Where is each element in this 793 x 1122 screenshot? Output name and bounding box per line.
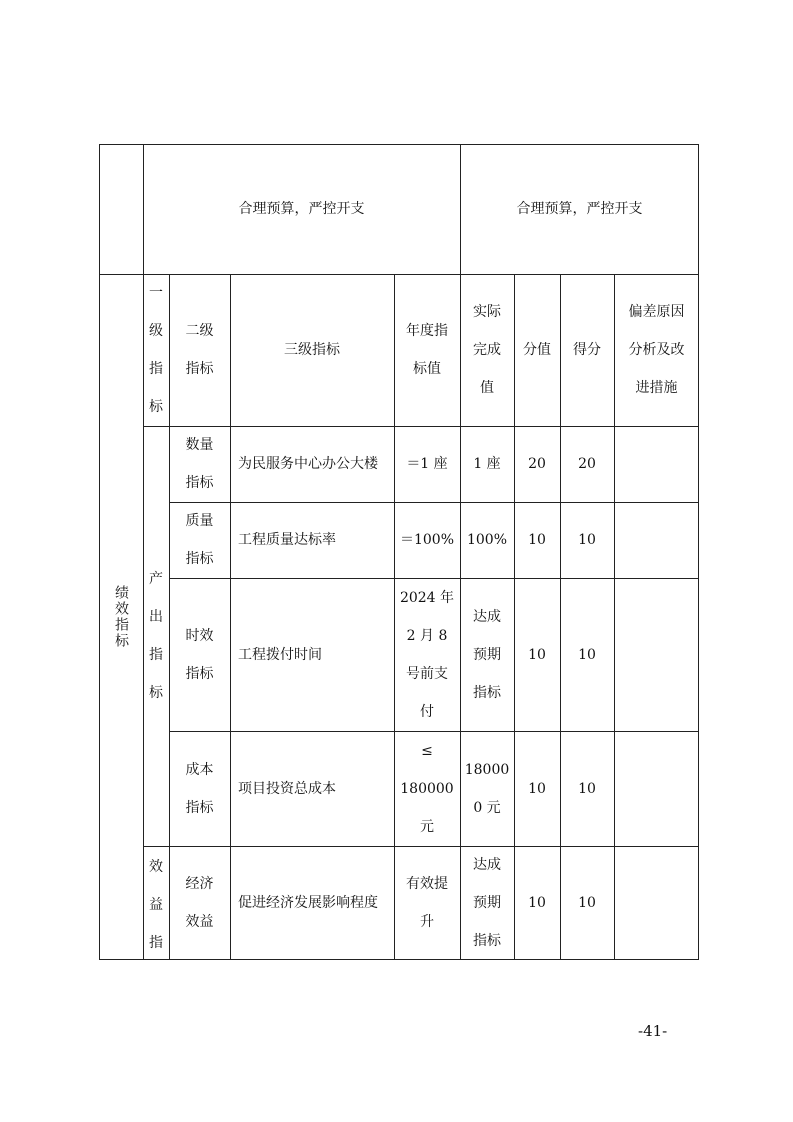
row-level2	[169, 502, 230, 578]
header-deviation	[614, 274, 699, 426]
row-level3	[230, 846, 394, 960]
page-number: -41-	[638, 1022, 668, 1040]
row-level2	[169, 731, 230, 846]
row-level2	[169, 846, 230, 960]
header-level2-text: 二级 指标	[185, 323, 214, 377]
header-score-got	[560, 274, 614, 426]
row-annual	[394, 578, 460, 731]
row-annual-text: 有效提 升	[406, 876, 448, 930]
row-annual-text: 2024 年 2 月 8 号前支 付	[399, 589, 455, 720]
row-annual	[394, 846, 460, 960]
row-score-got-text: 10	[578, 532, 596, 548]
row-score-got-text: 10	[578, 646, 596, 663]
row-actual	[460, 731, 514, 846]
row-level3-text: 工程拨付时间	[238, 646, 322, 663]
row-actual	[460, 502, 514, 578]
header-level1-text: 一 级 指 标	[149, 285, 163, 415]
row-level2-text: 数量 指标	[185, 437, 214, 491]
row-level2	[169, 578, 230, 731]
row-annual-text: ＝100%	[399, 532, 455, 548]
actual-result-text: 合理预算，严控开支	[516, 201, 643, 217]
header-deviation-text: 偏差原因 分析及改 进措施	[628, 304, 685, 396]
row-score-value-text: 10	[528, 532, 546, 548]
annual-goal-cell	[143, 144, 460, 274]
group-benefit-label: 效 益 指	[149, 859, 163, 951]
row-actual-text: 18000 0 元	[464, 761, 510, 816]
row-score-value-text: 10	[528, 895, 546, 911]
annual-goal-text: 合理预算，严控开支	[238, 201, 365, 217]
row-score-got	[560, 846, 614, 960]
row-actual	[460, 578, 514, 731]
header-score-got-text: 得分	[573, 342, 601, 358]
actual-result-cell	[460, 144, 699, 274]
row-actual	[460, 426, 514, 502]
side-label-cell	[99, 274, 143, 960]
row-level2-text: 成本 指标	[185, 761, 214, 816]
group-benefit-cell	[143, 846, 169, 960]
row-score-got-text: 10	[578, 780, 596, 797]
row-actual-text: 1 座	[473, 456, 501, 472]
header-score-value-text: 分值	[523, 342, 551, 358]
row-level3	[230, 578, 394, 731]
side-label: 绩效指标	[113, 585, 129, 649]
row-score-value-text: 20	[528, 456, 546, 472]
header-score-value	[514, 274, 560, 426]
row-actual-text: 达成 预期 指标	[473, 608, 501, 701]
row-level3-text: 为民服务中心办公大楼	[238, 456, 378, 472]
row-level3	[230, 426, 394, 502]
row-score-value	[514, 846, 560, 960]
row-annual-text: ＝1 座	[406, 456, 448, 472]
row-score-got-text: 10	[578, 895, 596, 911]
row-actual	[460, 846, 514, 960]
row-level3	[230, 502, 394, 578]
row-level2-text: 时效 指标	[185, 627, 214, 682]
row-level3-text: 项目投资总成本	[238, 780, 336, 797]
header-level2	[169, 274, 230, 426]
group-output-cell	[143, 426, 169, 846]
row-annual	[394, 731, 460, 846]
row-deviation	[614, 731, 699, 846]
row-actual-text: 100%	[466, 532, 508, 548]
row-level3-text: 工程质量达标率	[238, 532, 336, 548]
row-score-value-text: 10	[528, 646, 546, 663]
row-level2-text: 经济 效益	[185, 876, 214, 930]
row-deviation	[614, 578, 699, 731]
row-score-got	[560, 578, 614, 731]
row-deviation	[614, 846, 699, 960]
performance-table	[99, 144, 699, 960]
header-actual-value	[460, 274, 514, 426]
row-annual	[394, 426, 460, 502]
header-level3	[230, 274, 394, 426]
row-deviation	[614, 502, 699, 578]
row-score-got	[560, 426, 614, 502]
header-actual-value-text: 实际 完成 值	[473, 304, 501, 396]
row-level3	[230, 731, 394, 846]
row-score-got	[560, 731, 614, 846]
row-annual-text: ≤ 180000 元	[400, 742, 454, 835]
header-level3-text: 三级指标	[284, 342, 340, 358]
row-deviation	[614, 426, 699, 502]
header-annual-value-text: 年度指 标值	[406, 323, 448, 377]
header-level1	[143, 274, 169, 426]
row-score-value-text: 10	[528, 780, 546, 797]
row-score-got	[560, 502, 614, 578]
row-level2-text: 质量 指标	[185, 513, 214, 567]
row-annual	[394, 502, 460, 578]
row-score-value	[514, 731, 560, 846]
row-score-value	[514, 578, 560, 731]
group-output-label: 产 出 指 标	[149, 571, 163, 701]
header-annual-value	[394, 274, 460, 426]
row-actual-text: 达成 预期 指标	[473, 857, 501, 949]
row-level2	[169, 426, 230, 502]
row-level3-text: 促进经济发展影响程度	[238, 895, 378, 911]
row-score-value	[514, 502, 560, 578]
row-score-value	[514, 426, 560, 502]
row-score-got-text: 20	[578, 456, 596, 472]
